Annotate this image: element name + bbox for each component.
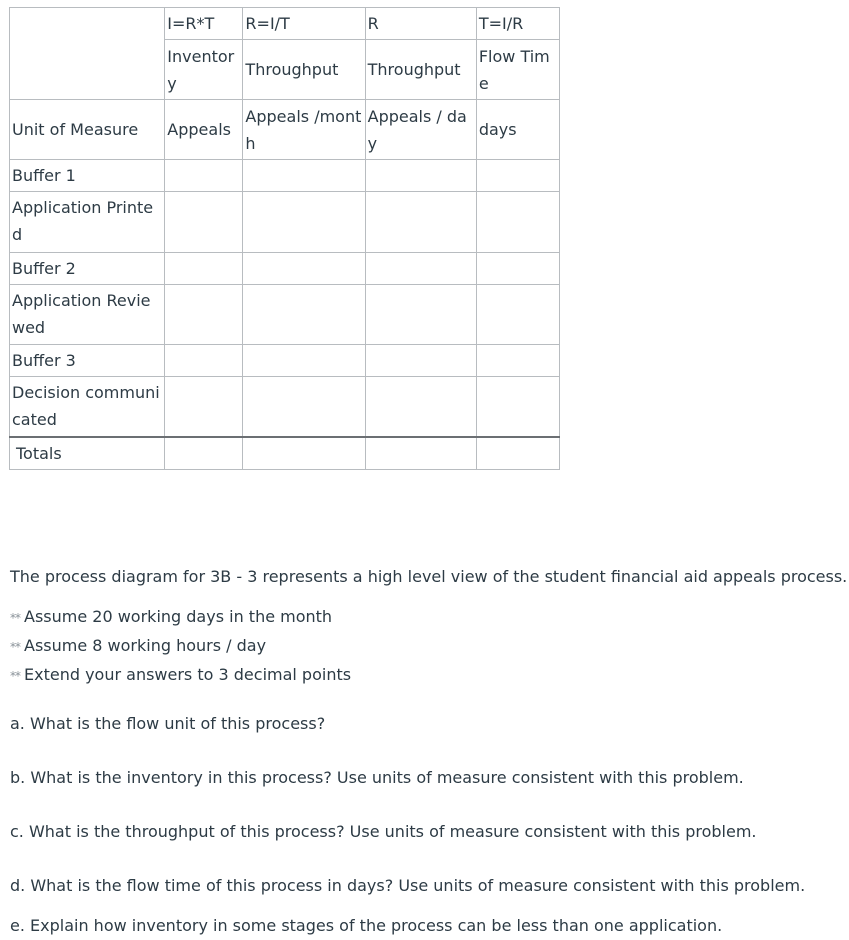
cell-flow-time[interactable] bbox=[476, 345, 559, 377]
intro-text: The process diagram for 3B - 3 represents a high level view of the student financial aid appeals process. bbox=[10, 567, 848, 586]
unit-label: Unit of Measure bbox=[10, 100, 165, 160]
header-blank-cell bbox=[10, 8, 165, 100]
formula-inventory: I=R*T bbox=[165, 8, 243, 40]
unit-throughput-month: Appeals /month bbox=[243, 100, 365, 160]
cell-flow-time[interactable] bbox=[476, 377, 559, 437]
note-marker: ** bbox=[10, 669, 20, 683]
row-label: Application Printed bbox=[10, 192, 165, 253]
cell-inventory[interactable] bbox=[165, 285, 243, 345]
assumptions-list bbox=[10, 603, 351, 690]
table-row bbox=[10, 345, 560, 377]
cell-throughput-day[interactable] bbox=[365, 345, 476, 377]
assumption-item bbox=[10, 603, 351, 632]
cell-throughput-day[interactable] bbox=[365, 285, 476, 345]
note-marker: ** bbox=[10, 640, 20, 654]
formula-flow-time: T=I/R bbox=[476, 8, 559, 40]
formula-throughput-day: R bbox=[365, 8, 476, 40]
assumption-text: Assume 8 working hours / day bbox=[24, 636, 267, 655]
assumption-item bbox=[10, 632, 351, 661]
question-a: a. What is the flow unit of this process? bbox=[10, 714, 326, 733]
assumption-item bbox=[10, 661, 351, 690]
cell-inventory[interactable] bbox=[165, 192, 243, 253]
assumption-text: Assume 20 working days in the month bbox=[24, 607, 333, 626]
row-label: Buffer 1 bbox=[10, 160, 165, 192]
question-b: b. What is the inventory in this process? Use units of measure consistent with this problem. bbox=[10, 768, 744, 787]
assumption-text: Extend your answers to 3 decimal points bbox=[24, 665, 352, 684]
question-c: c. What is the throughput of this process? Use units of measure consistent with this problem. bbox=[10, 822, 757, 841]
cell-flow-time[interactable] bbox=[476, 253, 559, 285]
total-throughput-day[interactable] bbox=[365, 437, 476, 470]
table-row bbox=[10, 377, 560, 437]
table-row bbox=[10, 192, 560, 253]
row-label: Application Reviewed bbox=[10, 285, 165, 345]
unit-inventory: Appeals bbox=[165, 100, 243, 160]
total-throughput-month[interactable] bbox=[243, 437, 365, 470]
cell-flow-time[interactable] bbox=[476, 285, 559, 345]
formula-row bbox=[10, 8, 560, 40]
cell-throughput-day[interactable] bbox=[365, 160, 476, 192]
table-row bbox=[10, 160, 560, 192]
unit-flow-time: days bbox=[476, 100, 559, 160]
cell-flow-time[interactable] bbox=[476, 160, 559, 192]
process-table bbox=[9, 7, 560, 470]
table-row bbox=[10, 285, 560, 345]
cell-throughput-month[interactable] bbox=[243, 253, 365, 285]
cell-throughput-day[interactable] bbox=[365, 253, 476, 285]
row-label: Decision communicated bbox=[10, 377, 165, 437]
totals-row bbox=[10, 437, 560, 470]
question-d: d. What is the flow time of this process in days? Use units of measure consistent with this problem. bbox=[10, 876, 806, 895]
row-label: Buffer 3 bbox=[10, 345, 165, 377]
measure-flow-time: Flow Time bbox=[476, 40, 559, 100]
cell-throughput-month[interactable] bbox=[243, 192, 365, 253]
cell-throughput-month[interactable] bbox=[243, 377, 365, 437]
measure-throughput-month: Throughput bbox=[243, 40, 365, 100]
total-flow-time[interactable] bbox=[476, 437, 559, 470]
cell-inventory[interactable] bbox=[165, 345, 243, 377]
measure-inventory: Inventory bbox=[165, 40, 243, 100]
cell-inventory[interactable] bbox=[165, 253, 243, 285]
cell-throughput-day[interactable] bbox=[365, 377, 476, 437]
table-row bbox=[10, 253, 560, 285]
cell-throughput-month[interactable] bbox=[243, 160, 365, 192]
measure-throughput-day: Throughput bbox=[365, 40, 476, 100]
totals-label: Totals bbox=[10, 437, 165, 470]
cell-inventory[interactable] bbox=[165, 377, 243, 437]
cell-inventory[interactable] bbox=[165, 160, 243, 192]
row-label: Buffer 2 bbox=[10, 253, 165, 285]
cell-flow-time[interactable] bbox=[476, 192, 559, 253]
question-e: e. Explain how inventory in some stages of the process can be less than one application. bbox=[10, 916, 723, 935]
cell-throughput-day[interactable] bbox=[365, 192, 476, 253]
cell-throughput-month[interactable] bbox=[243, 285, 365, 345]
cell-throughput-month[interactable] bbox=[243, 345, 365, 377]
total-inventory[interactable] bbox=[165, 437, 243, 470]
formula-throughput-month: R=I/T bbox=[243, 8, 365, 40]
note-marker: ** bbox=[10, 611, 20, 625]
unit-throughput-day: Appeals / day bbox=[365, 100, 476, 160]
unit-row bbox=[10, 100, 560, 160]
